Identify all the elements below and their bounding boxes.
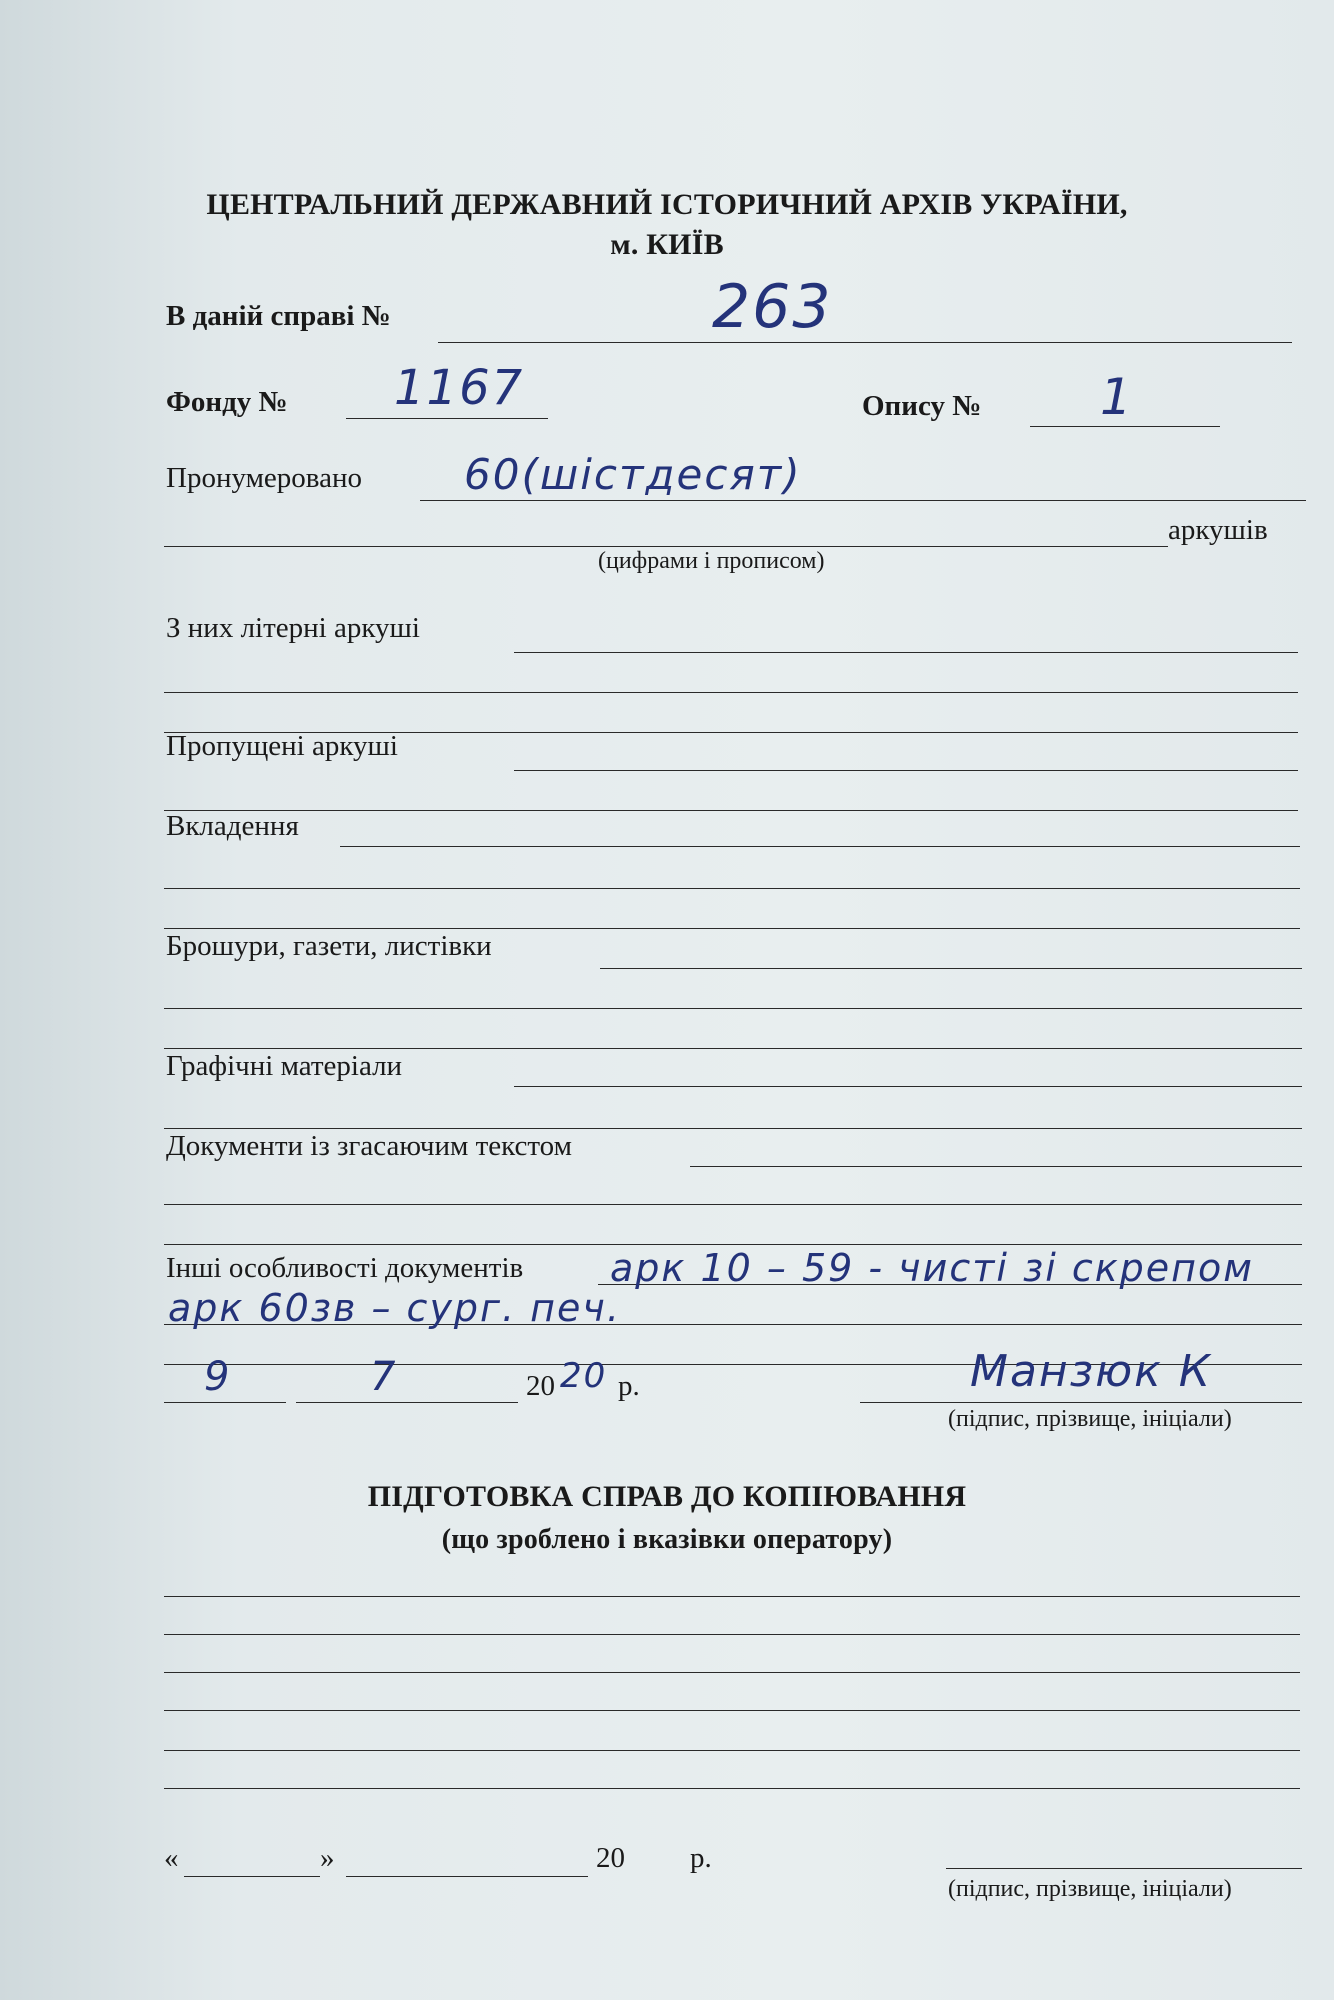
brochures-line-1 — [600, 968, 1302, 969]
brochures-line-2 — [164, 1008, 1302, 1009]
numbered-suffix: аркушів — [1168, 514, 1268, 546]
attachments-line-2 — [164, 888, 1300, 889]
copying-line-4 — [164, 1710, 1300, 1711]
attachments-line-3 — [164, 928, 1300, 929]
copying-line-3 — [164, 1672, 1300, 1673]
signature1-line — [860, 1402, 1302, 1403]
fading-docs-line-1 — [690, 1166, 1302, 1167]
missing-sheets-line-2 — [164, 810, 1298, 811]
numbered-value: 60(шістдесят) — [464, 450, 802, 499]
fond-number-label: Фонду № — [166, 386, 288, 418]
copying-line-5 — [164, 1750, 1300, 1751]
attachments-label: Вкладення — [166, 810, 299, 842]
case-number-value: 263 — [712, 272, 833, 342]
date1-year-prefix: 20 — [526, 1370, 555, 1402]
copying-section-subtitle: (що зроблено і вказівки оператору) — [441, 1524, 893, 1555]
brochures-label: Брошури, газети, листівки — [166, 930, 492, 962]
graphics-label: Графічні матеріали — [166, 1050, 403, 1082]
signature1-hint: (підпис, прізвище, ініціали) — [948, 1406, 1232, 1432]
date2-year-unit: р. — [690, 1842, 712, 1874]
letter-sheets-label: З них літерні аркуші — [166, 612, 420, 644]
date1-month-line — [296, 1402, 518, 1403]
date1-day-line — [164, 1402, 286, 1403]
missing-sheets-line-1 — [514, 770, 1298, 771]
other-features-note-1: арк 10 – 59 - чисті зі скрепом — [610, 1246, 1254, 1290]
opys-number-label: Опису № — [862, 390, 982, 422]
opys-number-value: 1 — [1100, 368, 1134, 426]
copying-line-2 — [164, 1634, 1300, 1635]
signature2-line — [946, 1868, 1302, 1869]
numbered-hint: (цифрами і прописом) — [598, 548, 825, 574]
date2-year-prefix: 20 — [596, 1842, 625, 1874]
numbered-line-1 — [420, 500, 1306, 501]
opys-number-line — [1030, 426, 1220, 427]
archive-name-title: ЦЕНТРАЛЬНИЙ ДЕРЖАВНИЙ ІСТОРИЧНИЙ АРХІВ УКРАЇНИ, — [206, 188, 1128, 221]
missing-sheets-label: Пропущені аркуші — [166, 730, 398, 762]
signature1-value: Манзюк К — [970, 1346, 1212, 1397]
copying-section-title: ПІДГОТОВКА СПРАВ ДО КОПІЮВАННЯ — [367, 1480, 967, 1513]
date1-month: 7 — [370, 1354, 398, 1400]
brochures-line-3 — [164, 1048, 1302, 1049]
other-features-note-2: арк 60зв – сург. печ. — [168, 1286, 621, 1330]
date1-year-unit: р. — [618, 1370, 640, 1402]
copying-line-6 — [164, 1788, 1300, 1789]
date2-open-quote: « — [164, 1842, 179, 1874]
signature2-hint: (підпис, прізвище, ініціали) — [948, 1876, 1232, 1902]
date2-close-quote: » — [320, 1842, 335, 1874]
numbered-line-2 — [164, 546, 1168, 547]
date1-day: 9 — [204, 1354, 232, 1400]
letter-sheets-line-2 — [164, 692, 1298, 693]
case-number-label: В даній справі № — [166, 300, 391, 332]
date1-year-suffix: 20 — [560, 1356, 608, 1396]
graphics-line-2 — [164, 1128, 1302, 1129]
fading-docs-line-2 — [164, 1204, 1302, 1205]
case-number-line — [438, 342, 1292, 343]
attachments-line-1 — [340, 846, 1300, 847]
date2-month-line — [346, 1876, 588, 1877]
fond-number-line — [346, 418, 548, 419]
graphics-line-1 — [514, 1086, 1302, 1087]
letter-sheets-line-1 — [514, 652, 1298, 653]
numbered-label: Пронумеровано — [166, 462, 363, 494]
archive-city-title: м. КИЇВ — [610, 228, 724, 261]
date2-day-line — [184, 1876, 320, 1877]
fading-docs-label: Документи із згасаючим текстом — [166, 1130, 572, 1162]
fond-number-value: 1167 — [394, 360, 525, 416]
fading-docs-line-3 — [164, 1244, 1302, 1245]
copying-line-1 — [164, 1596, 1300, 1597]
other-features-label: Інші особливості документів — [166, 1252, 524, 1284]
